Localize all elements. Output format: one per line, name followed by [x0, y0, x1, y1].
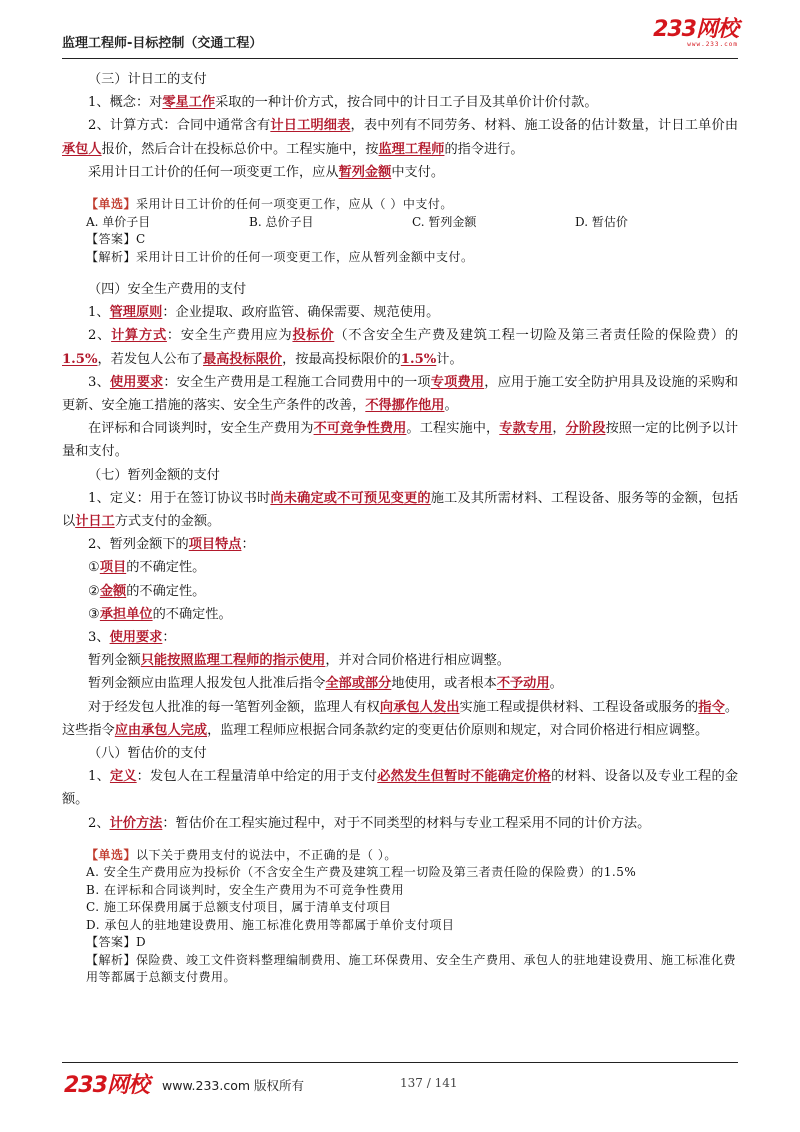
- question-options: [86, 214, 738, 232]
- page-number: 137 / 141: [400, 1076, 458, 1090]
- section-heading: （八）暂估价的支付: [88, 746, 207, 762]
- option-a: A. 单价子目: [86, 214, 151, 229]
- paragraph: 1、定义：发包人在工程量清单中给定的用于支付必然发生但暂时不能确定价格的材料、设备以及专业工程的金额。: [62, 769, 739, 808]
- paragraph: 暂列金额只能按照监理工程师的指示使用，并对合同价格进行相应调整。: [88, 653, 510, 669]
- paragraph: 3、使用要求：: [88, 630, 176, 646]
- paragraph: 2、计算方式：安全生产费用应为投标价（不含安全生产费及建筑工程一切险及第三者责任险的保险费）的1.5%，若发包人公布了最高投标限价，按最高投标限价的1.5%计。: [62, 328, 739, 367]
- list-item: ③承担单位的不确定性。: [88, 606, 232, 622]
- paragraph: 1、管理原则：企业提取、政府监管、确保需要、规范使用。: [88, 305, 440, 321]
- page-footer: [62, 1062, 738, 1102]
- page-header: [62, 18, 738, 60]
- answer: 【答案】D: [86, 935, 147, 950]
- option-a: A. 安全生产费用应为投标价（不含安全生产费及建筑工程一切险及第三者责任险的保险费）的1.5%: [86, 865, 637, 880]
- paragraph: 采用计日工计价的任何一项变更工作，应从暂列金额中支付。: [88, 164, 445, 180]
- header-rule: [62, 58, 738, 59]
- paragraph: 2、暂列金额下的项目特点：: [88, 537, 255, 553]
- list-item: ①项目的不确定性。: [88, 560, 206, 576]
- footer-rule: [62, 1062, 738, 1063]
- paragraph: 1、定义：用于在签订协议书时尚未确定或不可预见变更的施工及其所需材料、工程设备、服务等的金额，包括以计日工方式支付的金额。: [62, 490, 739, 530]
- footer-logo: 233网校: [64, 1073, 149, 1098]
- analysis: 【解析】保险费、竣工文件资料整理编制费用、施工环保费用、安全生产费用、承包人的驻地建设费用、施工标准化费用等都属于总额支付费用。: [86, 952, 737, 985]
- paragraph: 2、计算方式：合同中通常含有计日工明细表，表中列有不同劳务、材料、施工设备的估计数量，计日工单价由承包人报价，然后合计在投标总价中。工程实施中，按监理工程师的指令进行。: [62, 118, 739, 157]
- header-title: 监理工程师-目标控制（交通工程）: [62, 36, 263, 51]
- brand-logo: [653, 18, 738, 48]
- question-block: [62, 847, 738, 987]
- paragraph: 1、概念：对零星工作采取的一种计价方式，按合同中的计日工子目及其单价计价付款。: [88, 95, 598, 111]
- logo-text: 233网校: [653, 17, 738, 42]
- paragraph: 在评标和合同谈判时，安全生产费用为不可竞争性费用。工程实施中，专款专用，分阶段按照一定的比例予以计量和支付。: [62, 421, 739, 460]
- paragraph: 2、计价方法：暂估价在工程实施过程中，对于不同类型的材料与专业工程采用不同的计价方法。: [88, 815, 651, 831]
- option-c: C. 暂列金额: [412, 214, 477, 229]
- section-heading: （三）计日工的支付: [88, 72, 207, 87]
- paragraph: 暂列金额应由监理人报发包人批准后指令全部或部分地使用，或者根本不予动用。: [88, 676, 563, 692]
- option-b: B. 总价子目: [249, 214, 314, 229]
- option-d: D. 暂估价: [575, 214, 628, 229]
- option-b: B. 在评标和合同谈判时，安全生产费用为不可竞争性费用: [86, 882, 404, 897]
- paragraph: 3、使用要求：安全生产费用是工程施工合同费用中的一项专项费用，应用于施工安全防护用具及设施的采购和更新、安全施工措施的落实、安全生产条件的改善，不得挪作他用。: [62, 374, 739, 414]
- logo-url: www.233.com: [687, 41, 738, 48]
- section-heading: （七）暂列金额的支付: [88, 467, 220, 483]
- question-block: [62, 196, 738, 266]
- option-c: C. 施工环保费用属于总额支付项目，属于清单支付项目: [86, 900, 392, 915]
- paragraph: 对于经发包人批准的每一笔暂列金额，监理人有权向承包人发出实施工程或提供材料、工程设备或服务的指令。这些指令应由承包人完成，监理工程师应根据合同条款约定的变更估价原则和规定，对合同价格进行相应调整。: [62, 699, 739, 738]
- document-body: [62, 68, 738, 987]
- answer: 【答案】C: [86, 232, 146, 247]
- analysis: 【解析】采用计日工计价的任何一项变更工作，应从暂列金额中支付。: [86, 249, 474, 264]
- section-heading: （四）安全生产费用的支付: [88, 282, 247, 298]
- question-stem: 【单选】采用计日工计价的任何一项变更工作，应从（ ）中支付。: [86, 197, 453, 212]
- footer-copyright: www.233.com 版权所有: [162, 1078, 304, 1093]
- option-d: D. 承包人的驻地建设费用、施工标准化费用等都属于单价支付项目: [86, 917, 455, 932]
- question-stem: 【单选】以下关于费用支付的说法中，不正确的是（ ）。: [86, 847, 397, 862]
- list-item: ②金额的不确定性。: [88, 583, 206, 599]
